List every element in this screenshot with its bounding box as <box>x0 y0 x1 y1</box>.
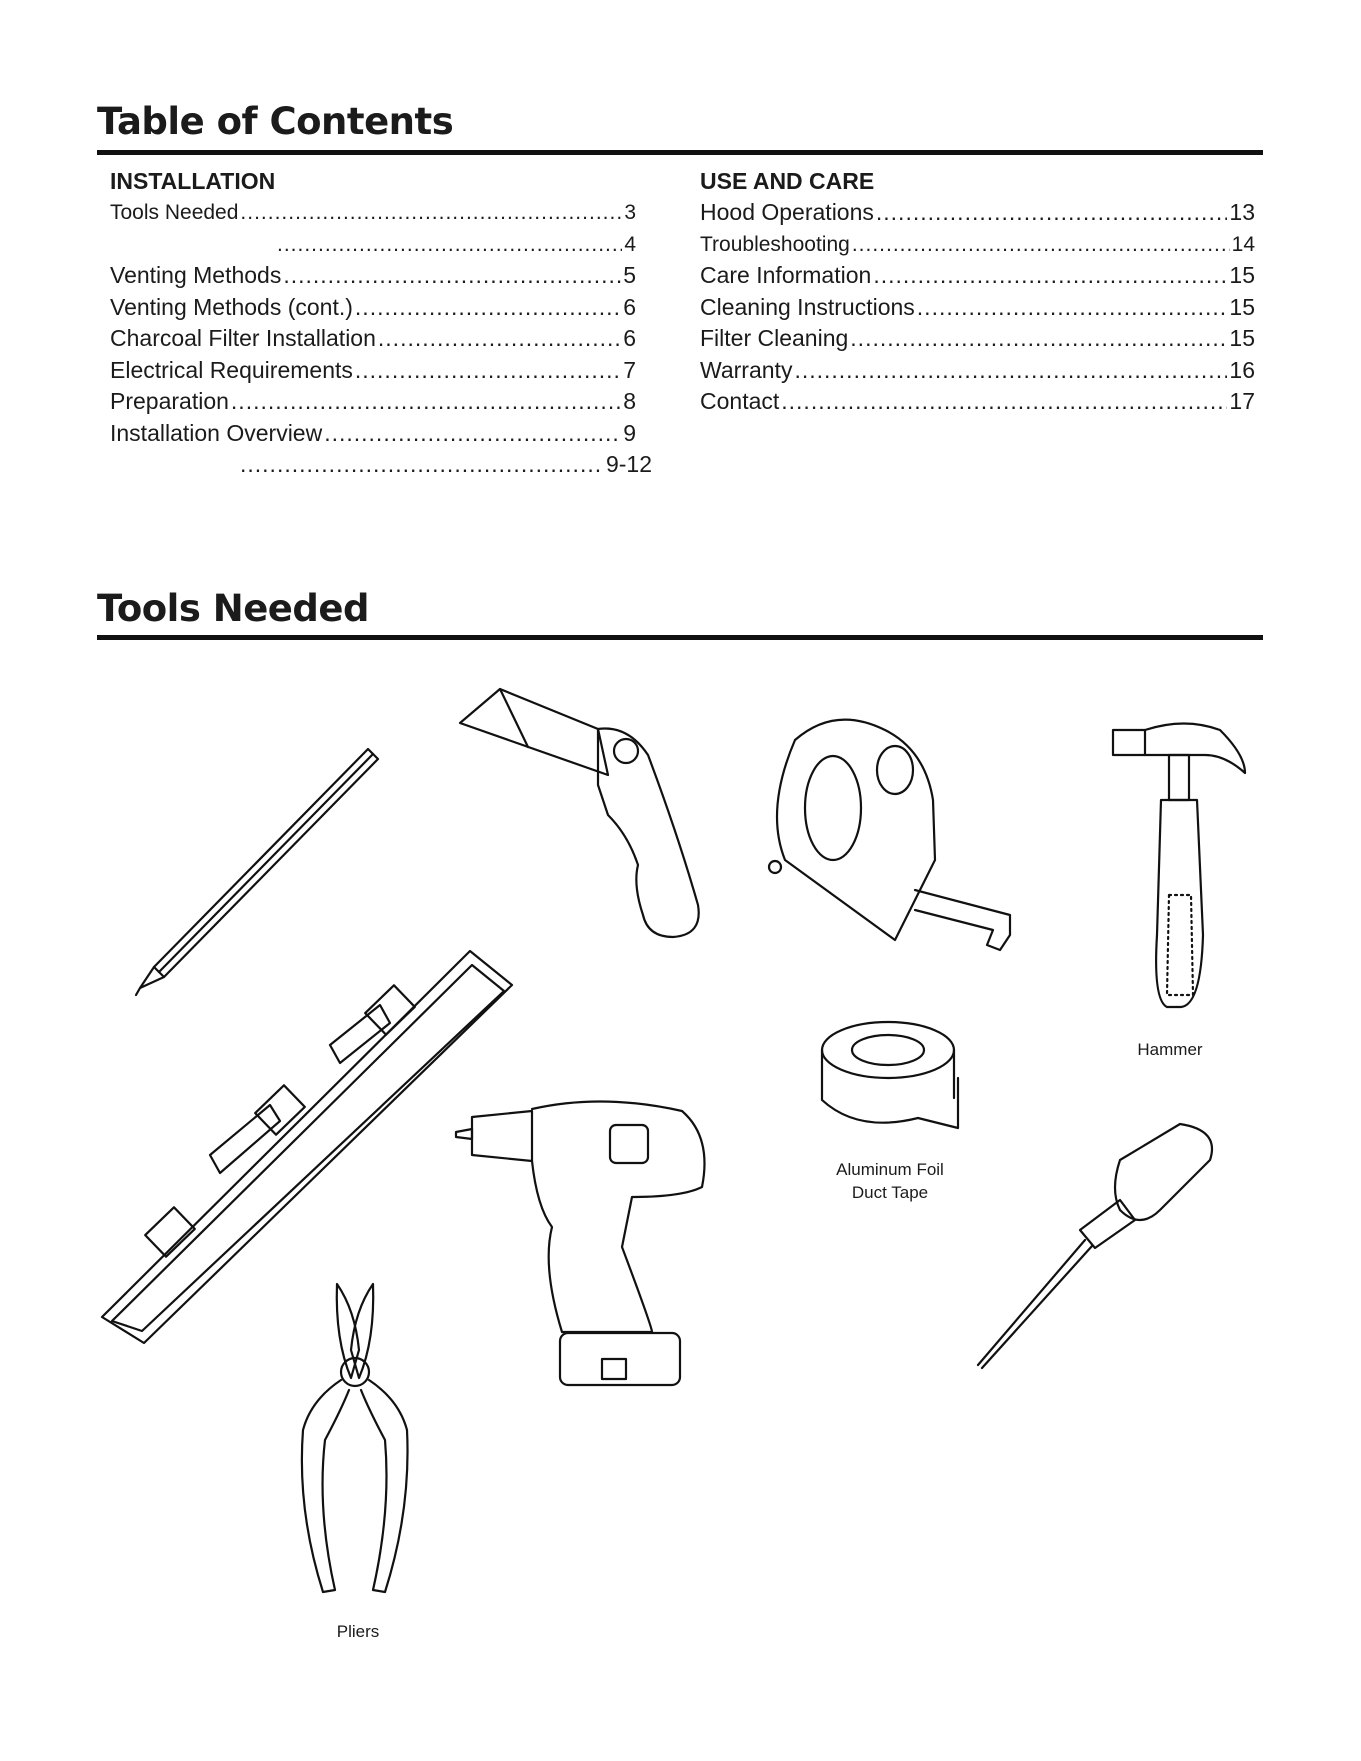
pliers-caption: Pliers <box>336 1622 380 1641</box>
duct-tape-caption: Aluminum Foil Duct Tape <box>836 1160 944 1202</box>
toc-entry[interactable]: Filter Cleaning ..... 15 <box>700 323 1255 355</box>
toc-entry[interactable]: Troubleshooting ..... 14 <box>700 229 1255 261</box>
duct-tape-icon <box>818 1018 968 1138</box>
toc-entry[interactable]: Contact ..... 17 <box>700 386 1255 418</box>
toc-entry[interactable]: Preparation ..... 8 <box>110 386 636 418</box>
pliers-icon <box>295 1280 415 1595</box>
toc-entry[interactable]: ..... 4 <box>110 229 636 261</box>
toc-installation-column <box>110 168 652 481</box>
hammer-icon <box>1105 715 1255 1015</box>
toc-rule <box>97 150 1263 155</box>
hammer-caption: Hammer <box>1137 1040 1203 1059</box>
toc-entry[interactable]: Care Information ..... 15 <box>700 260 1255 292</box>
toc-entry[interactable]: Venting Methods ..... 5 <box>110 260 636 292</box>
tools-title: Tools Needed <box>97 587 369 630</box>
toc-entry[interactable]: Hood Operations ..... 13 <box>700 197 1255 229</box>
screwdriver-icon <box>970 1120 1230 1370</box>
toc-entry[interactable]: Venting Methods (cont.) ..... 6 <box>110 292 636 324</box>
toc-entry[interactable]: Electrical Requirements ..... 7 <box>110 355 636 387</box>
tape-measure-icon <box>765 710 1025 970</box>
toc-use-and-care-column <box>700 168 1255 418</box>
toc-entry[interactable]: Charcoal Filter Installation ..... 6 <box>110 323 636 355</box>
toc-title: Table of Contents <box>97 100 454 143</box>
toc-entry[interactable]: Tools Needed ..... 3 <box>110 197 636 229</box>
tools-rule <box>97 635 1263 640</box>
drill-icon <box>452 1097 732 1387</box>
toc-entry[interactable]: Cleaning Instructions ..... 15 <box>700 292 1255 324</box>
utility-knife-icon <box>458 685 708 945</box>
toc-use-and-care-heading: USE AND CARE <box>700 168 875 194</box>
toc-entry[interactable]: Installation Overview ..... 9 <box>110 418 636 450</box>
toc-entry[interactable]: Warranty ..... 16 <box>700 355 1255 387</box>
toc-entry[interactable]: ..... 9-12 <box>110 449 652 481</box>
toc-installation-heading: INSTALLATION <box>110 168 276 194</box>
